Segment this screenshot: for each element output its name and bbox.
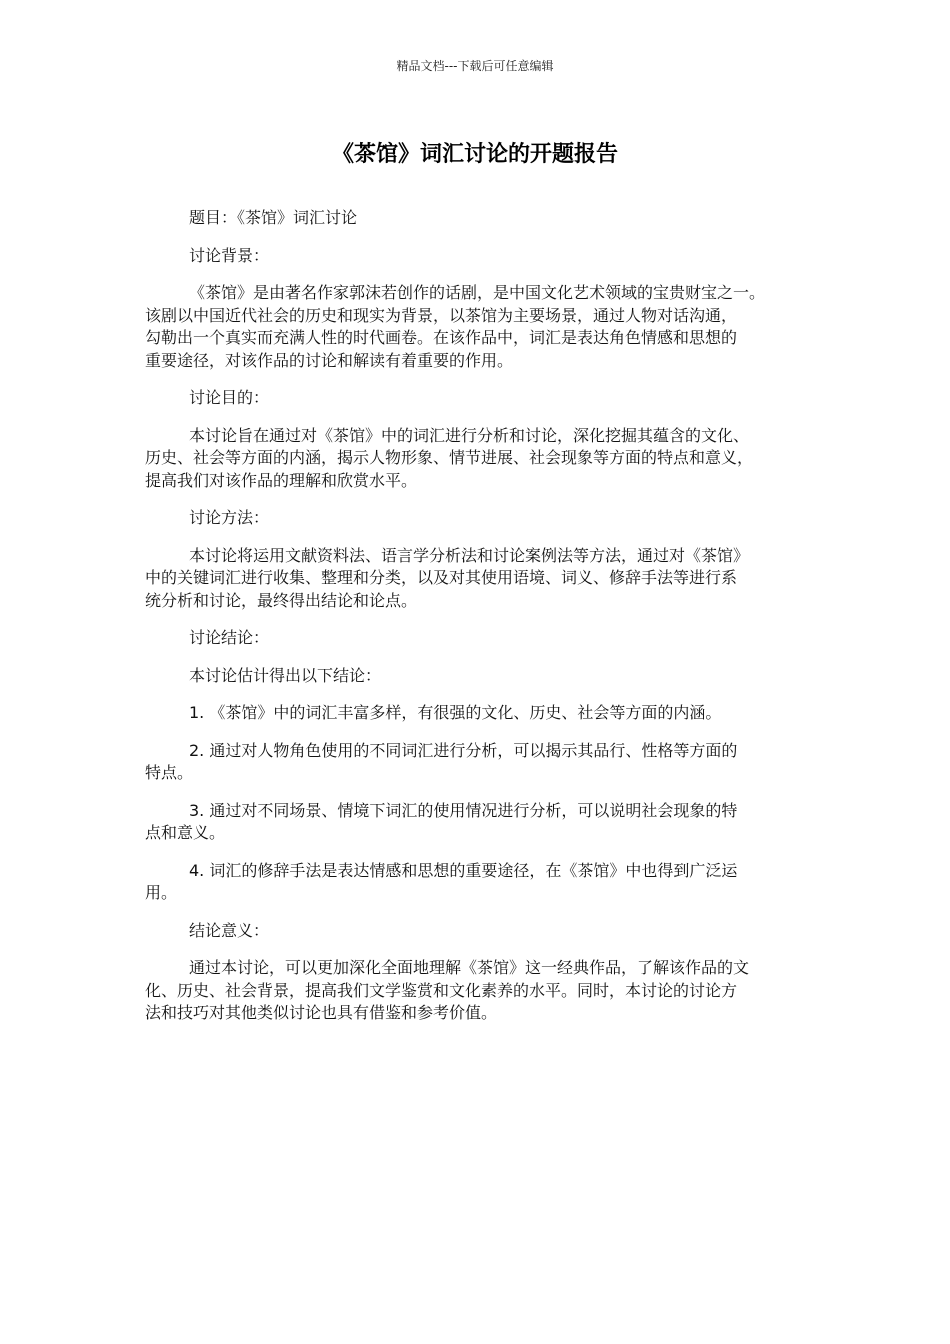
section-heading-purpose: 讨论目的： [189, 388, 270, 407]
document-title: 《茶馆》词汇讨论的开题报告 [331, 142, 618, 167]
conclusion-item-4: 4. 词汇的修辞手法是表达情感和思想的重要途径，在《茶馆》中也得到广泛运 用。 [145, 860, 738, 902]
method-paragraph: 本讨论将运用文献资料法、语言学分析法和讨论案例法等方法，通过对《茶馆》 中的关键词汇进行收集、整理和分类，以及对其使用语境、词义、修辞手法等进行系 统分析和讨论，最终得出结论和论点。 [145, 545, 750, 610]
background-paragraph: 《茶馆》是由著名作家郭沫若创作的话剧，是中国文化艺术领域的宝贵财宝之一。 该剧以中国近代社会的历史和现实为背景，以茶馆为主要场景，通过人物对话沟通， 勾勒出一个真实而充满人性的时代画卷。在该作品中，词汇是表达角色情感和思想的 重要途径，对该作品的讨论和解读有着重要的作用。 [145, 283, 766, 370]
conclusion-intro: 本讨论估计得出以下结论： [189, 665, 382, 685]
conclusion-item-1: 1. 《茶馆》中的词汇丰富多样，有很强的文化、历史、社会等方面的内涵。 [189, 703, 722, 722]
conclusion-item-2: 2. 通过对人物角色使用的不同词汇进行分析，可以揭示其品行、性格等方面的 特点。 [145, 740, 738, 782]
section-heading-conclusion: 讨论结论： [189, 628, 270, 647]
purpose-paragraph: 本讨论旨在通过对《茶馆》中的词汇进行分析和讨论，深化挖掘其蕴含的文化、 历史、社会等方面的内涵，揭示人物形象、情节进展、社会现象等方面的特点和意义， 提高我们对该作品的理解和欣赏水平。 [145, 425, 754, 490]
section-heading-significance: 结论意义： [189, 920, 270, 940]
conclusion-item-3: 3. 通过对不同场景、情境下词汇的使用情况进行分析，可以说明社会现象的特 点和意义。 [145, 800, 738, 842]
significance-paragraph: 通过本讨论，可以更加深化全面地理解《茶馆》这一经典作品，了解该作品的文 化、历史、社会背景，提高我们文学鉴赏和文化素养的水平。同时，本讨论的讨论方 法和技巧对其他类似讨论也具有借鉴和参考价值。 [145, 958, 750, 1022]
section-heading-background: 讨论背景： [189, 245, 270, 265]
topic-line: 题目：《茶馆》词汇讨论 [189, 208, 358, 227]
section-heading-method: 讨论方法： [189, 508, 270, 527]
page-header: 精品文档---下载后可任意编辑 [396, 59, 554, 73]
document-body [145, 207, 815, 1040]
